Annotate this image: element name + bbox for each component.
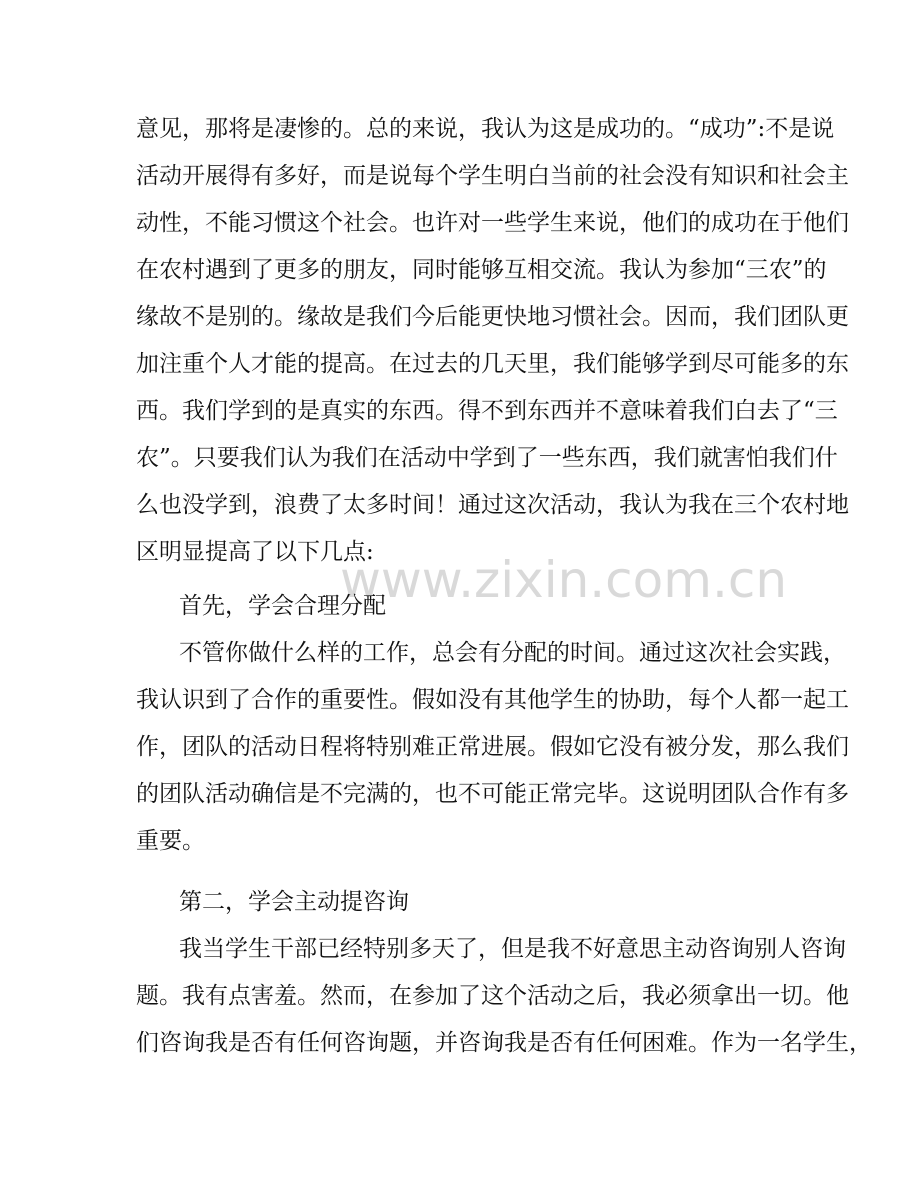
paragraph-line (0, 682, 920, 718)
line-text: 农”。只要我们认为我们在活动中学到了一些东西，我们就害怕我们什 (136, 445, 838, 471)
line-text: 在农村遇到了更多的朋友，同时能够互相交流。我认为参加“三农”的 (136, 257, 827, 283)
line-text: 么也没学到，浪费了太多时间！通过这次活动，我认为我在三个农村地 (136, 492, 849, 518)
paragraph-line (0, 393, 920, 429)
paragraph-line (0, 346, 920, 382)
paragraph-line (0, 158, 920, 194)
line-text: 意见，那将是凄惨的。总的来说，我认为这是成功的。“成功”:不是说 (136, 116, 835, 142)
paragraph-line (0, 978, 920, 1014)
heading-text: 首先，学会合理分配 (179, 593, 386, 619)
line-text: 加注重个人才能的提高。在过去的几天里，我们能够学到尽可能多的东 (136, 351, 849, 377)
paragraph-line (0, 111, 920, 147)
paragraph-line (0, 729, 920, 765)
line-text: 重要。 (136, 828, 205, 854)
watermark: www.zixin.com.cn (340, 551, 788, 609)
line-text: 缘故不是别的。缘故是我们今后能更快地习惯社会。因而，我们团队更 (136, 304, 849, 330)
paragraph-line (0, 205, 920, 241)
section-heading (0, 588, 920, 624)
paragraph-line (0, 487, 920, 523)
line-text: 区明显提高了以下几点: (136, 539, 374, 565)
paragraph-line (0, 635, 920, 671)
line-text: 西。我们学到的是真实的东西。得不到东西并不意味着我们白去了“三 (136, 398, 838, 424)
heading-text: 第二，学会主动提咨询 (179, 889, 409, 915)
line-text: 动性，不能习惯这个社会。也许对一些学生来说，他们的成功在于他们 (136, 210, 849, 236)
paragraph-line (0, 823, 920, 859)
paragraph-line (0, 440, 920, 476)
line-text: 作，团队的活动日程将特别难正常进展。假如它没有被分发，那么我们 (136, 734, 849, 760)
paragraph-line (0, 776, 920, 812)
line-text: 我当学生干部已经特别多天了，但是我不好意思主动咨询别人咨询 (179, 936, 846, 962)
line-text: 们咨询我是否有任何咨询题，并咨询我是否有任何困难。作为一名学生， (136, 1030, 872, 1056)
paragraph-line (0, 1025, 920, 1061)
section-heading (0, 884, 920, 920)
paragraph-line (0, 299, 920, 335)
paragraph-line (0, 534, 920, 570)
paragraph-line (0, 252, 920, 288)
line-text: 的团队活动确信是不完满的，也不可能正常完毕。这说明团队合作有多 (136, 781, 849, 807)
line-text: 不管你做什么样的工作，总会有分配的时间。通过这次社会实践， (179, 640, 846, 666)
line-text: 我认识到了合作的重要性。假如没有其他学生的协助，每个人都一起工 (136, 687, 849, 713)
paragraph-line (0, 931, 920, 967)
line-text: 题。我有点害羞。然而，在参加了这个活动之后，我必须拿出一切。他 (136, 983, 849, 1009)
line-text: 活动开展得有多好，而是说每个学生明白当前的社会没有知识和社会主 (136, 163, 849, 189)
